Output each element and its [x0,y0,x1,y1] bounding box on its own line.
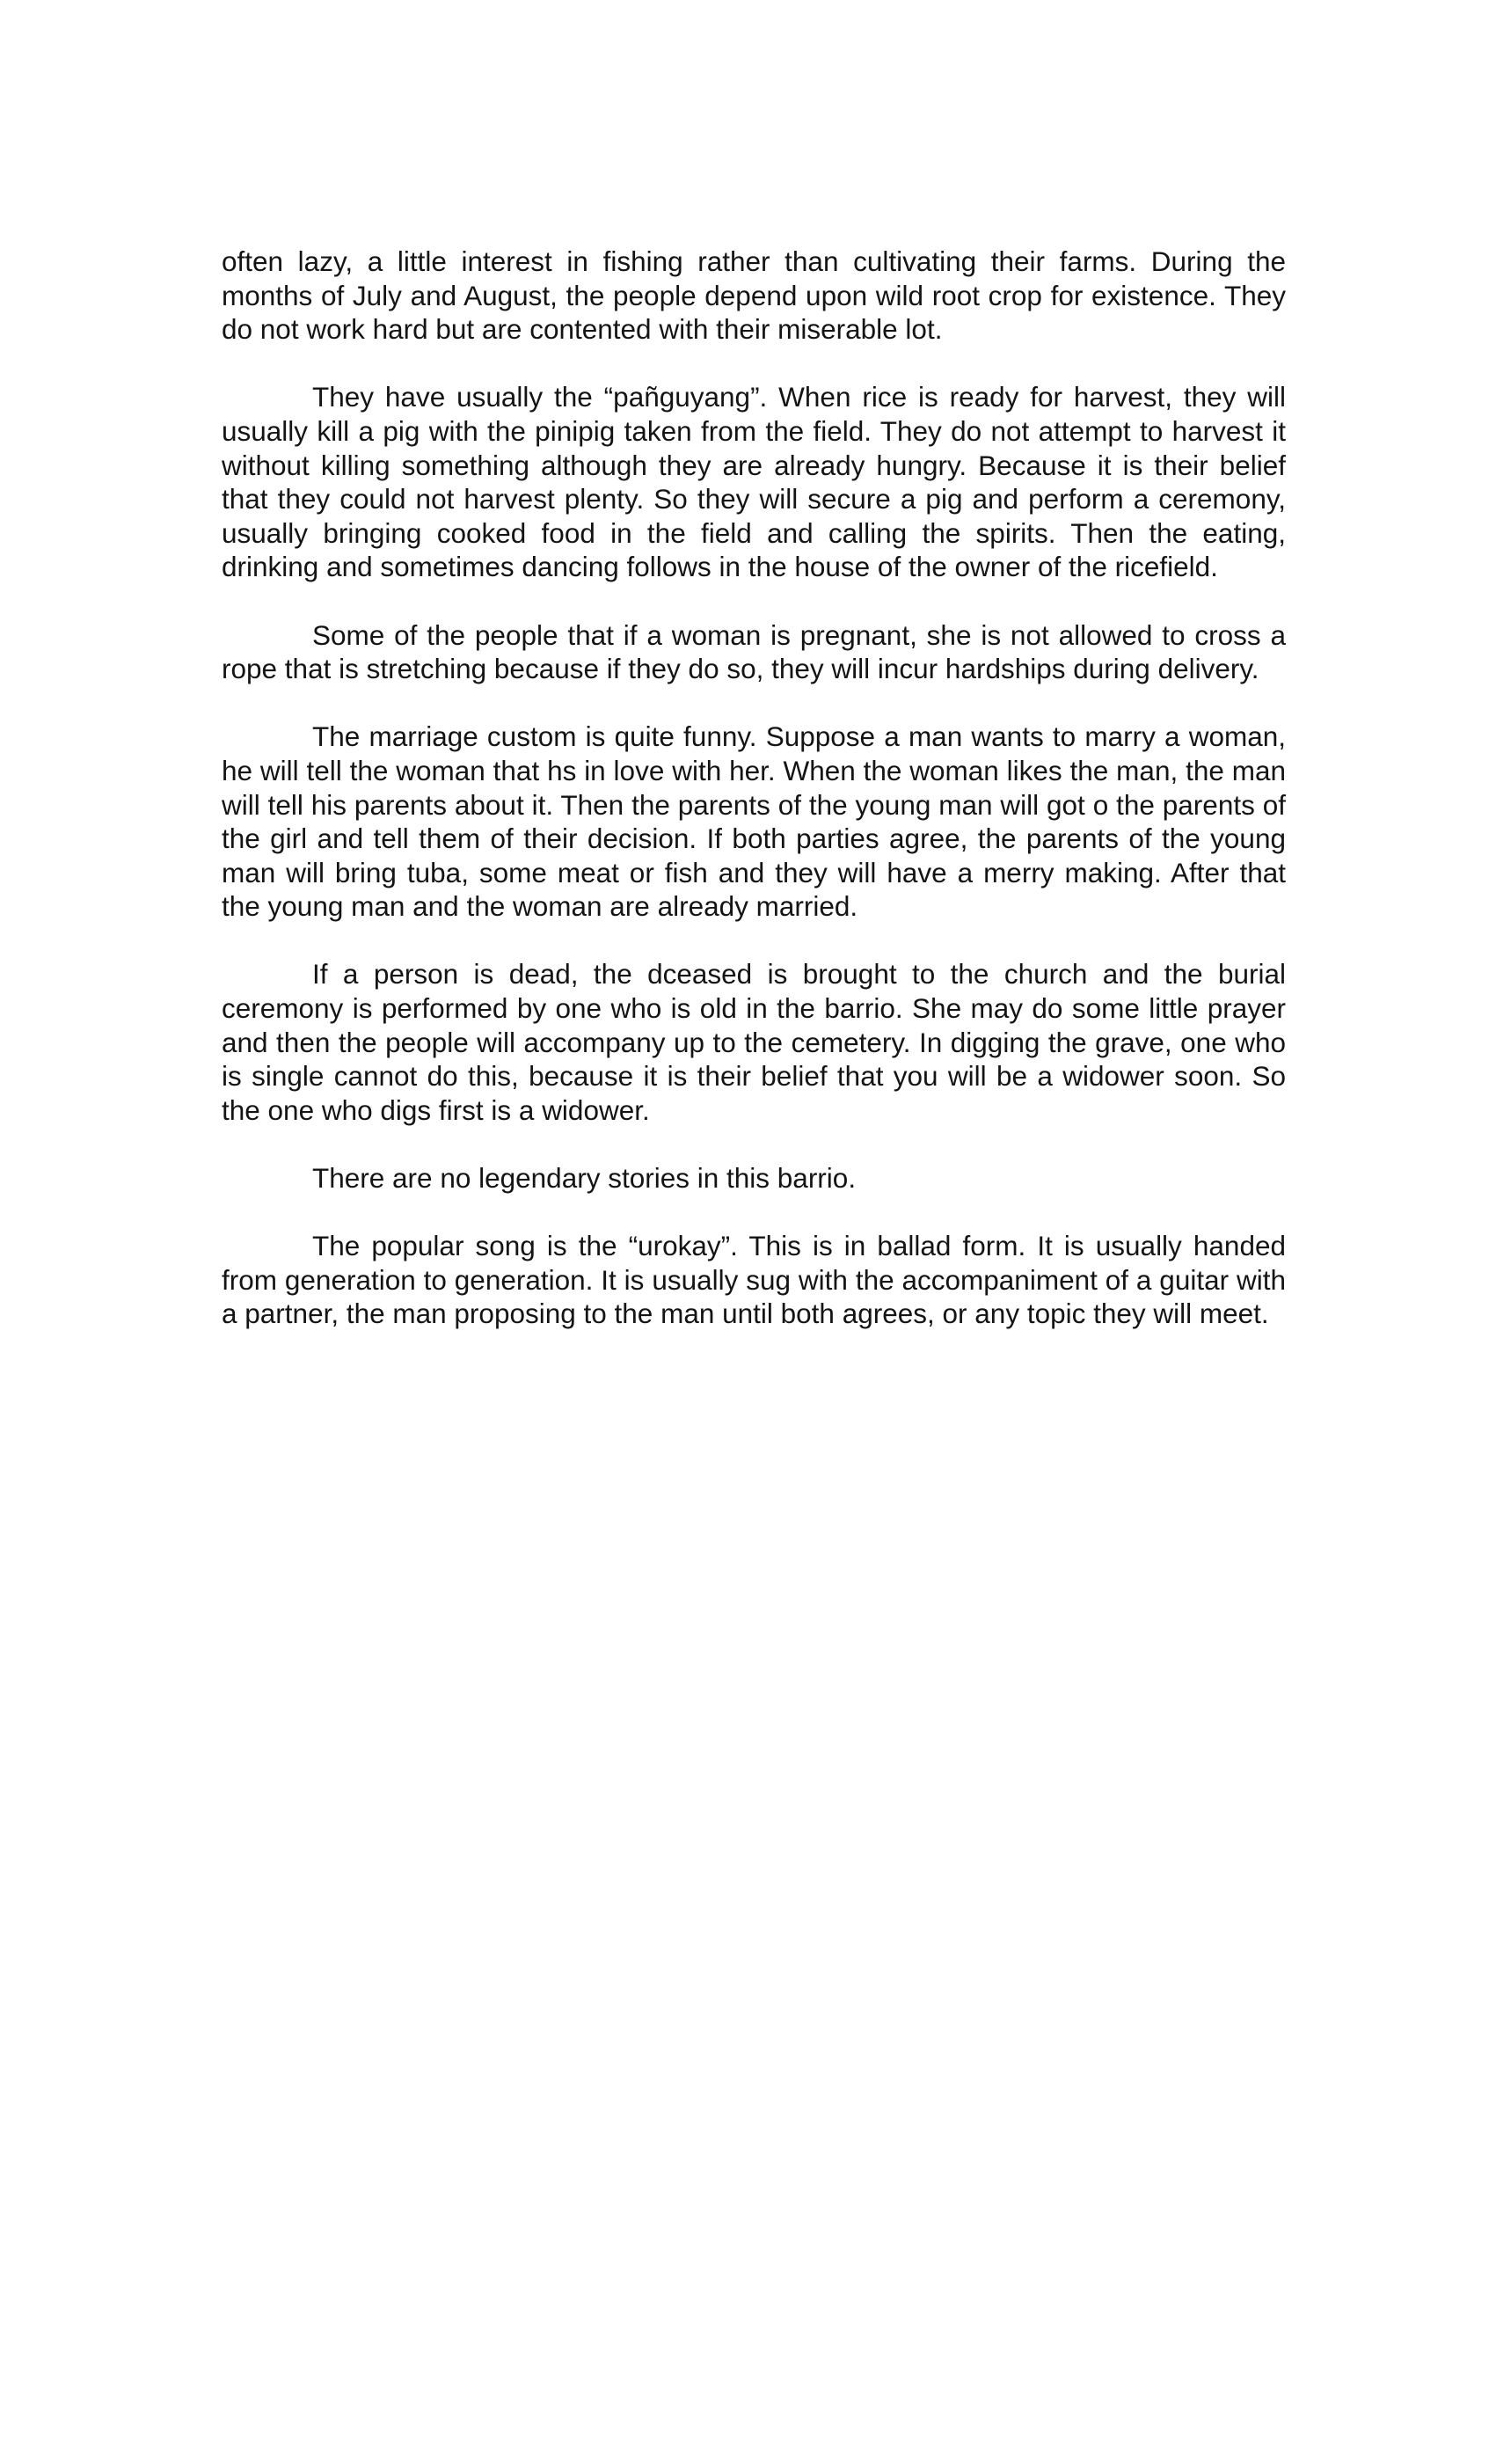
paragraph-legendary-stories: There are no legendary stories in this barrio. [312,1162,857,1195]
body-text [222,245,1286,1365]
paragraph-pregnancy-belief: Some of the people that if a woman is pregnant, she is not allowed to cross a rope that is stretching because if they do so, they will incur hardships during delivery. [222,618,1286,685]
paragraph-marriage-custom: The marriage custom is quite funny. Suppose a man wants to marry a woman, he will tell the woman that hs in love with her. When the woman likes the man, the man will tell his parents about it. Then the parents of the young man will got o the parents of the girl and tell them of their decision. If both parties agree, the parents of the young man will bring tuba, some meat or fish and they will have a merry making. After that the young man and the woman are already married. [222,720,1286,923]
paragraph-harvest-custom: They have usually the “pañguyang”. When rice is ready for harvest, they will usually kill a pig with the pinipig taken from the field. They do not attempt to harvest it without killing something although they are already hungry. Because it is their belief that they could not harvest plenty. So they will secure a pig and perform a ceremony, usually bringing cooked food in the field and calling the spirits. Then the eating, drinking and sometimes dancing follows in the house of the owner of the ricefield. [222,381,1286,583]
paragraph-continuation: often lazy, a little interest in fishing rather than cultivating their farms. During the months of July and August, the people depend upon wild root crop for existence. They do not work hard but are contented with their miserable lot. [222,245,1286,346]
paragraph-burial-custom: If a person is dead, the dceased is brought to the church and the burial ceremony is performed by one who is old in the barrio. She may do some little prayer and then the people will accompany up to the cemetery. In digging the grave, one who is single cannot do this, because it is their belief that you will be a widower soon. So the one who digs first is a widower. [222,958,1286,1126]
paragraph-popular-song: The popular song is the “urokay”. This is in ballad form. It is usually handed from generation to generation. It is usually sug with the accompaniment of a guitar with a partner, the man proposing to the man until both agrees, or any topic they will meet. [222,1230,1286,1330]
